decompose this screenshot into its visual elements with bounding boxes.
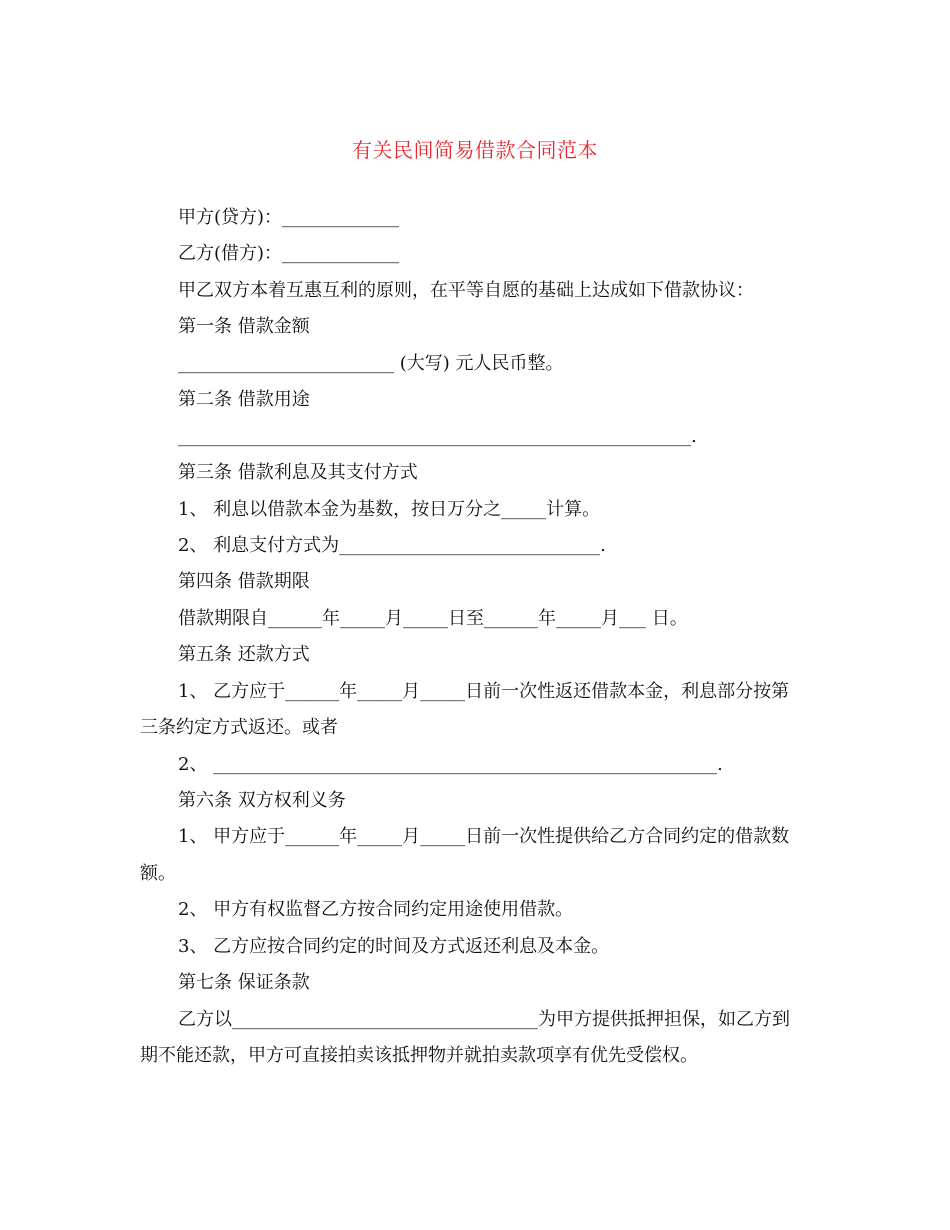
document-title: 有关民间简易借款合同范本 — [352, 138, 598, 162]
article-6-item-1-cont: 额。 — [140, 863, 176, 884]
article-7-heading: 第七条 保证条款 — [178, 972, 310, 993]
lender-line: 甲方(贷方)：_____________ — [178, 207, 400, 228]
article-7-guarantee-cont: 期不能还款，甲方可直接拍卖该抵押物并就拍卖款项享有优先受偿权。 — [140, 1045, 698, 1066]
article-5-heading: 第五条 还款方式 — [178, 644, 310, 665]
article-6-item-1: 1、 甲方应于______年_____月_____日前一次性提供给乙方合同约定的借款数 — [178, 826, 790, 847]
borrower-line: 乙方(借方)：_____________ — [178, 243, 400, 264]
article-1-heading: 第一条 借款金额 — [178, 316, 310, 337]
article-2-heading: 第二条 借款用途 — [178, 389, 310, 410]
article-5-item-1-cont: 三条约定方式返还。或者 — [140, 717, 338, 738]
article-4-term: 借款期限自______年_____月_____日至______年_____月___ 日。 — [178, 608, 688, 629]
article-4-heading: 第四条 借款期限 — [178, 571, 310, 592]
article-7-guarantee: 乙方以__________________________________为甲方提供抵押担保，如乙方到 — [178, 1009, 790, 1030]
article-3-heading: 第三条 借款利息及其支付方式 — [178, 462, 418, 483]
article-6-item-3: 3、 乙方应按合同约定的时间及方式返还利息及本金。 — [178, 936, 610, 957]
article-6-item-2: 2、 甲方有权监督乙方按合同约定用途使用借款。 — [178, 899, 574, 920]
article-3-item-1: 1、 利息以借款本金为基数，按日万分之_____计算。 — [178, 499, 601, 520]
article-5-item-2: 2、 ________________________________________________________. — [178, 754, 723, 775]
article-3-item-2: 2、 利息支付方式为_____________________________. — [178, 535, 606, 556]
agreement-intro: 甲乙双方本着互惠互利的原则，在平等自愿的基础上达成如下借款协议： — [178, 280, 754, 301]
article-2-purpose: _________________________________________________________. — [178, 426, 697, 447]
article-6-heading: 第六条 双方权利义务 — [178, 790, 346, 811]
article-1-amount: ________________________ (大写) 元人民币整。 — [178, 353, 564, 374]
article-5-item-1: 1、 乙方应于______年_____月_____日前一次性返还借款本金，利息部分按第 — [178, 681, 790, 702]
